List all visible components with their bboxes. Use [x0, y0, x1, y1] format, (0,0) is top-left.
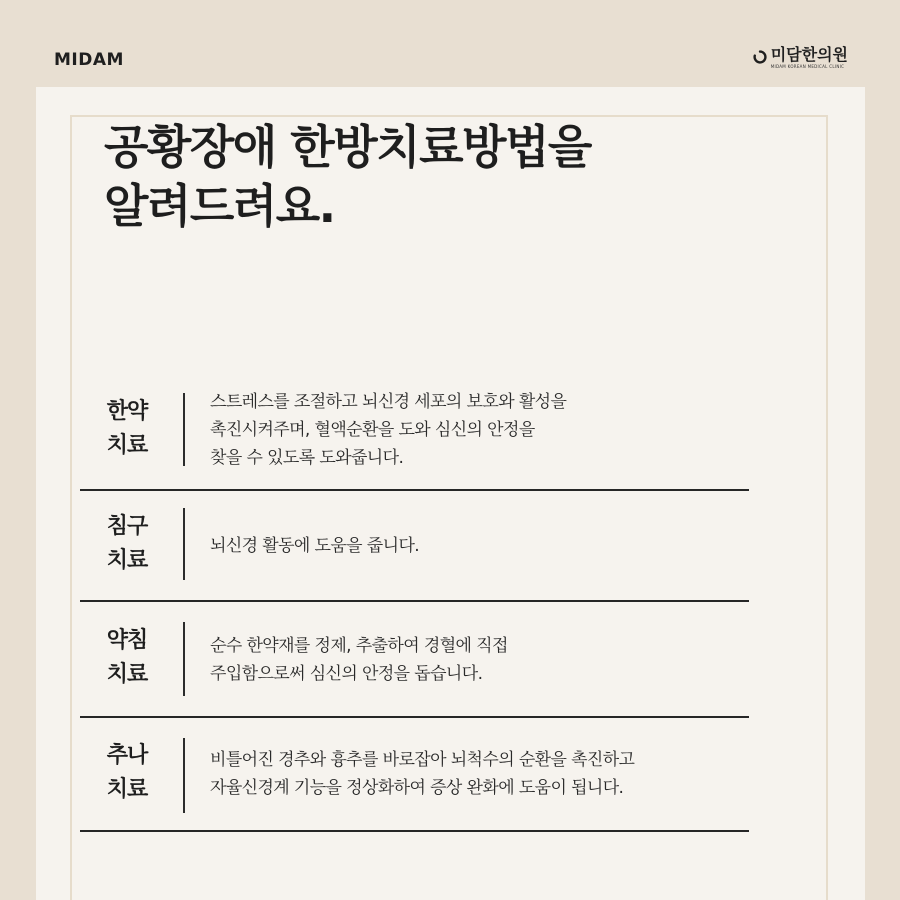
logo-korean-name: 미담한의원 [770, 45, 848, 64]
treatment-label: 추나 치료 [106, 743, 148, 802]
row-divider [183, 738, 185, 813]
page-title [104, 118, 591, 236]
treatment-row-pharmacopuncture [80, 602, 749, 718]
treatment-description: 순수 한약재를 정제, 추출하여 경혈에 직접 주입함으로써 심신의 안정을 돕습니다. [210, 636, 508, 684]
treatment-description: 뇌신경 활동에 도움을 줍니다. [210, 536, 420, 556]
logo-english-name: MIDAM KOREAN MEDICAL CLINIC [770, 64, 845, 69]
treatment-label: 침구 치료 [106, 514, 148, 573]
row-divider [183, 508, 185, 580]
treatment-list [80, 288, 749, 832]
brand-wordmark: MIDAM [54, 50, 124, 70]
treatment-label: 한약 치료 [106, 399, 148, 458]
treatment-label: 약침 치료 [106, 628, 148, 687]
title-line-1: 공황장애 한방치료방법을 [104, 120, 591, 174]
title-line-2: 알려드려요. [104, 179, 335, 233]
treatment-row-acupuncture [80, 491, 749, 602]
clinic-logo [753, 46, 848, 70]
treatment-description: 비틀어진 경추와 흉추를 바로잡아 뇌척수의 순환을 촉진하고 자율신경계 기능을 정상화하여 증상 완화에 도움이 됩니다. [210, 750, 635, 798]
treatment-row-herbal [80, 288, 749, 491]
logo-circle-icon [753, 50, 767, 64]
row-divider [183, 622, 185, 696]
treatment-description: 스트레스를 조절하고 뇌신경 세포의 보호와 활성을 촉진시켜주며, 혈액순환을 도와 심신의 안정을 찾을 수 있도록 도와줍니다. [210, 392, 567, 468]
row-divider [183, 393, 185, 466]
treatment-row-chuna [80, 718, 749, 832]
